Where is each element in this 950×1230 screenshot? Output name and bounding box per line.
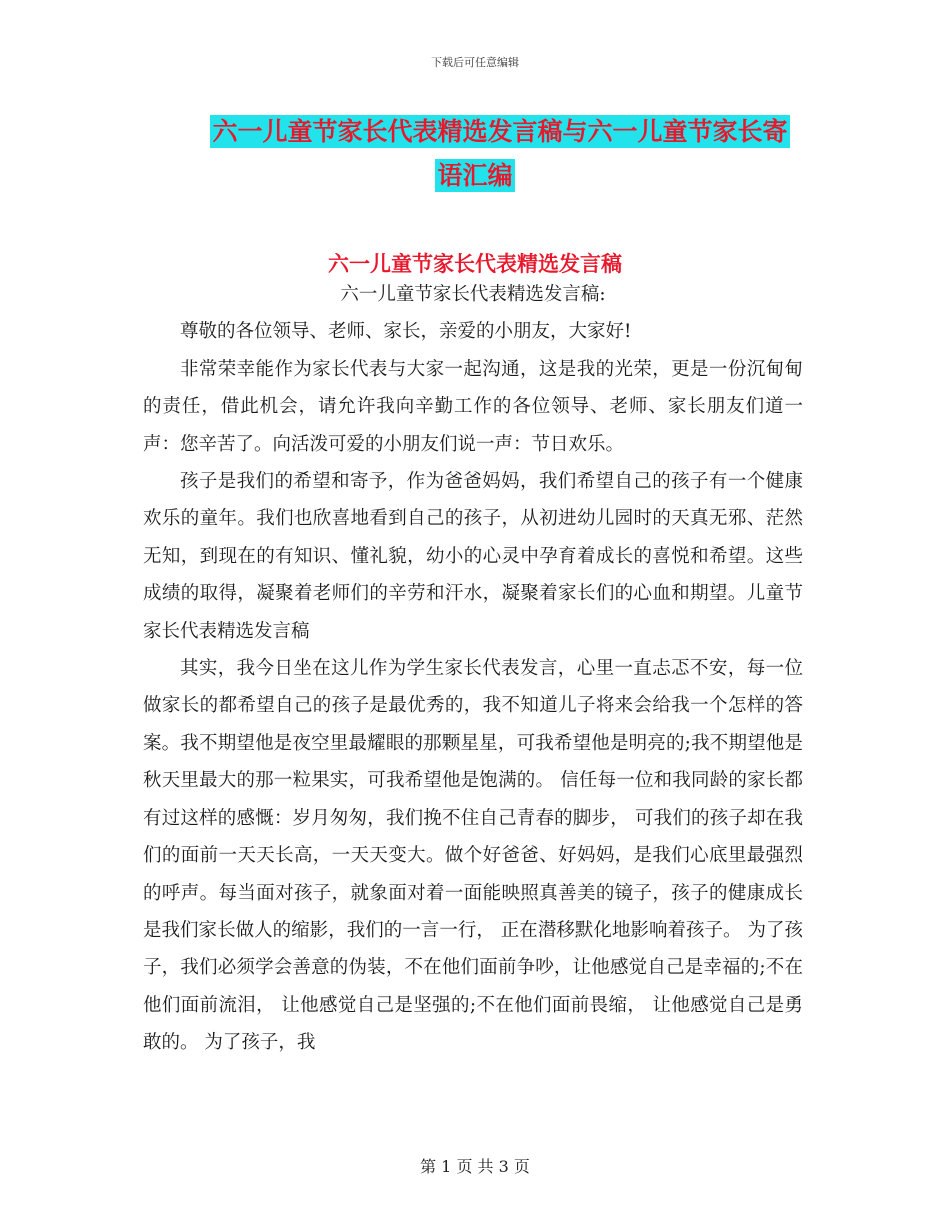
paragraph: 孩子是我们的希望和寄予，作为爸爸妈妈，我们希望自己的孩子有一个健康欢乐的童年。我们也欣喜地看到自己的孩子，从初进幼儿园时的天真无邪、茫然无知，到现在的有知识、懂礼貌，幼小的心灵中孕育着成长的喜悦和希望。这些成绩的取得，凝聚着老师们的辛劳和汗水，凝聚着家长们的心血和期望。儿童节家长代表精选发言稿 [143,471,803,642]
section-title: 六一儿童节家长代表精选发言稿 [328,252,622,276]
paragraph-subheading: 六一儿童节家长代表精选发言稿: [340,284,606,305]
document-title [140,110,810,198]
body-text [143,276,803,1062]
paragraph: 非常荣幸能作为家长代表与大家一起沟通，这是我的光荣，更是一份沉甸甸的责任，借此机会，请允许我向辛勤工作的各位领导、老师、家长朋友们道一声：您辛苦了。向活泼可爱的小朋友们说一声：节日欢乐。 [143,358,803,455]
paragraph-greeting: 尊敬的各位领导、老师、家长，亲爱的小朋友，大家好! [180,321,632,343]
header-note: 下载后可任意编辑 [431,56,519,69]
paragraph: 其实，我今日坐在这儿作为学生家长代表发言，心里一直忐忑不安，每一位做家长的都希望自己的孩子是最优秀的，我不知道儿子将来会给我一个怎样的答案。我不期望他是夜空里最耀眼的那颗星星，可我希望他是明亮的;我不期望他是秋天里最大的那一粒果实，可我希望他是饱满的。 信任每一位和我同龄的家长都有过这样的感慨：岁月匆匆，我们挽不住自己青春的脚步， 可我们的孩子却在我们的面前一天天长高，一天天变大。做个好爸爸、好妈妈，是我们心底里最强烈的呼声。每当面对孩子，就象面对着一面能映照真善美的镜子，孩子的健康成长是我们家长做人的缩影，我们的一言一行， 正在潜移默化地影响着孩子。 为了孩子，我们必须学会善意的伪装，不在他们面前争吵，让他感觉自己是幸福的;不在他们面前流泪， 让他感觉自己是坚强的;不在他们面前畏缩， 让他感觉自己是勇敢的。 为了孩子，我 [143,658,803,1054]
title-line-1: 六一儿童节家长代表精选发言稿与六一儿童节家长寄 [212,117,788,146]
title-line-2: 语汇编 [437,161,513,190]
page-footer: 第 1 页 共 3 页 [420,1157,530,1176]
